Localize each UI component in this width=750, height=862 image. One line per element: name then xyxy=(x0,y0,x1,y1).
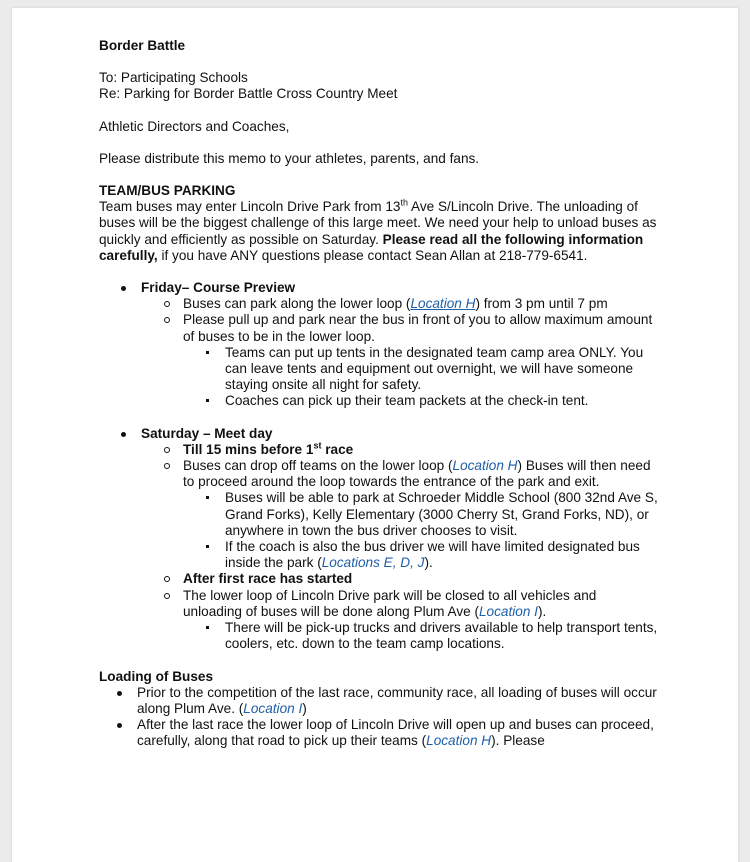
memo-intro: Please distribute this memo to your athletes, parents, and fans. xyxy=(99,150,480,166)
parking-text-2: Ave S/Lincoln Drive. The unloading of buses will be the biggest challenge of this large meet. We need your help to unload buses as quickly and efficiently as possible on Saturday. xyxy=(99,199,657,247)
memo-re-line: Re: Parking for Border Battle Cross Country Meet xyxy=(99,86,398,102)
closed-text: The lower loop of Lincoln Drive park will be closed to all vehicles and unloading of buses will be done along Plum Ave ( xyxy=(183,587,597,619)
friday-item xyxy=(99,280,659,410)
friday-subitem-1 xyxy=(141,296,659,312)
location-h-ref-2: Location H xyxy=(426,733,492,749)
memo-title: Border Battle xyxy=(99,38,186,53)
loading-item1-text: Prior to the competition of the last race, community race, all loading of buses will occur along Plum Ave. ( xyxy=(137,684,657,716)
closed-subsublist xyxy=(183,620,659,652)
friday-subsublist xyxy=(183,345,659,410)
saturday-closed xyxy=(141,588,659,653)
location-i-ref-2: Location I xyxy=(243,700,303,716)
memo-salutation: Athletic Directors and Coaches, xyxy=(99,118,290,134)
dropoff-subsublist xyxy=(183,490,659,571)
friday-item1-text: Buses can park along the lower loop ( xyxy=(183,296,411,312)
saturday-list xyxy=(99,426,659,653)
dropoff-subsub-1: Buses will be able to park at Schroeder Middle School (800 32nd Ave S, Grand Forks), Kelly Elementary (3000 Cherry St, Grand Forks, ND), or anywhere in town the bus driver chooses to visit. xyxy=(183,490,659,539)
loading-heading: Loading of Buses xyxy=(99,668,214,684)
loading-list xyxy=(95,685,659,750)
locations-edj-ref: Locations E, D, J xyxy=(321,555,425,571)
friday-item1-text-end: ) from 3 pm until 7 pm xyxy=(475,296,608,312)
loading-item2-text-end: ). Please xyxy=(491,733,545,749)
till-text-end: race xyxy=(321,441,354,457)
dropoff-text-end: ) Buses will then need to proceed around the loop towards the entrance of the park and exit. xyxy=(183,458,651,490)
friday-title: Friday– Course Preview xyxy=(141,280,296,296)
parking-text-1: Team buses may enter Lincoln Drive Park from 13 xyxy=(99,199,401,215)
loading-item-2 xyxy=(95,717,659,749)
parking-text-3: if you have ANY questions please contact Sean Allan at 218-779-6541. xyxy=(157,247,588,263)
location-h-ref: Location H xyxy=(452,458,518,474)
saturday-sublist xyxy=(141,442,659,653)
memo-content xyxy=(99,38,659,750)
saturday-item xyxy=(99,426,659,653)
loading-item1-text-end: ) xyxy=(302,700,307,716)
saturday-till-heading xyxy=(141,442,659,458)
sub2-text-end: ). xyxy=(424,555,433,571)
location-i-ref: Location I xyxy=(479,603,538,619)
loading-item-1 xyxy=(95,685,659,717)
dropoff-text: Buses can drop off teams on the lower loop ( xyxy=(183,458,453,474)
friday-subitem-2 xyxy=(141,312,659,409)
friday-item2-text: Please pull up and park near the bus in front of you to allow maximum amount of buses to be in the lower loop. xyxy=(183,312,653,344)
friday-subsub-2: Coaches can pick up their team packets at the check-in tent. xyxy=(183,393,659,409)
closed-subsub-1: There will be pick-up trucks and drivers available to help transport tents, coolers, etc. down to the team camp locations. xyxy=(183,620,659,652)
parking-bold-text: Please read all the following information carefully, xyxy=(99,231,644,263)
till-sup: st xyxy=(313,440,322,451)
dropoff-subsub-2 xyxy=(183,539,659,571)
friday-sublist xyxy=(141,296,659,409)
team-bus-parking-paragraph xyxy=(99,199,659,264)
memo-to-line: To: Participating Schools xyxy=(99,70,248,86)
friday-list xyxy=(99,280,659,410)
after-first-race-heading: After first race has started xyxy=(141,571,659,587)
saturday-title: Saturday – Meet day xyxy=(141,425,273,441)
closed-text-end: ). xyxy=(537,603,547,619)
location-h-link[interactable]: Location H xyxy=(410,296,476,312)
team-bus-parking-heading: TEAM/BUS PARKING xyxy=(99,183,236,199)
friday-subsub-1: Teams can put up tents in the designated team camp area ONLY. You can leave tents and equipment out overnight, we will have someone staying onsite all night for safety. xyxy=(183,345,659,394)
saturday-dropoff xyxy=(141,458,659,571)
sub2-text: If the coach is also the bus driver we will have limited designated bus inside the park ( xyxy=(225,539,640,571)
memo-page xyxy=(12,8,738,862)
loading-item2-text: After the last race the lower loop of Lincoln Drive will open up and buses can proceed, carefully, along that road to pick up their teams ( xyxy=(137,717,654,749)
parking-sup: th xyxy=(400,197,408,208)
till-text: Till 15 mins before 1 xyxy=(183,441,314,457)
